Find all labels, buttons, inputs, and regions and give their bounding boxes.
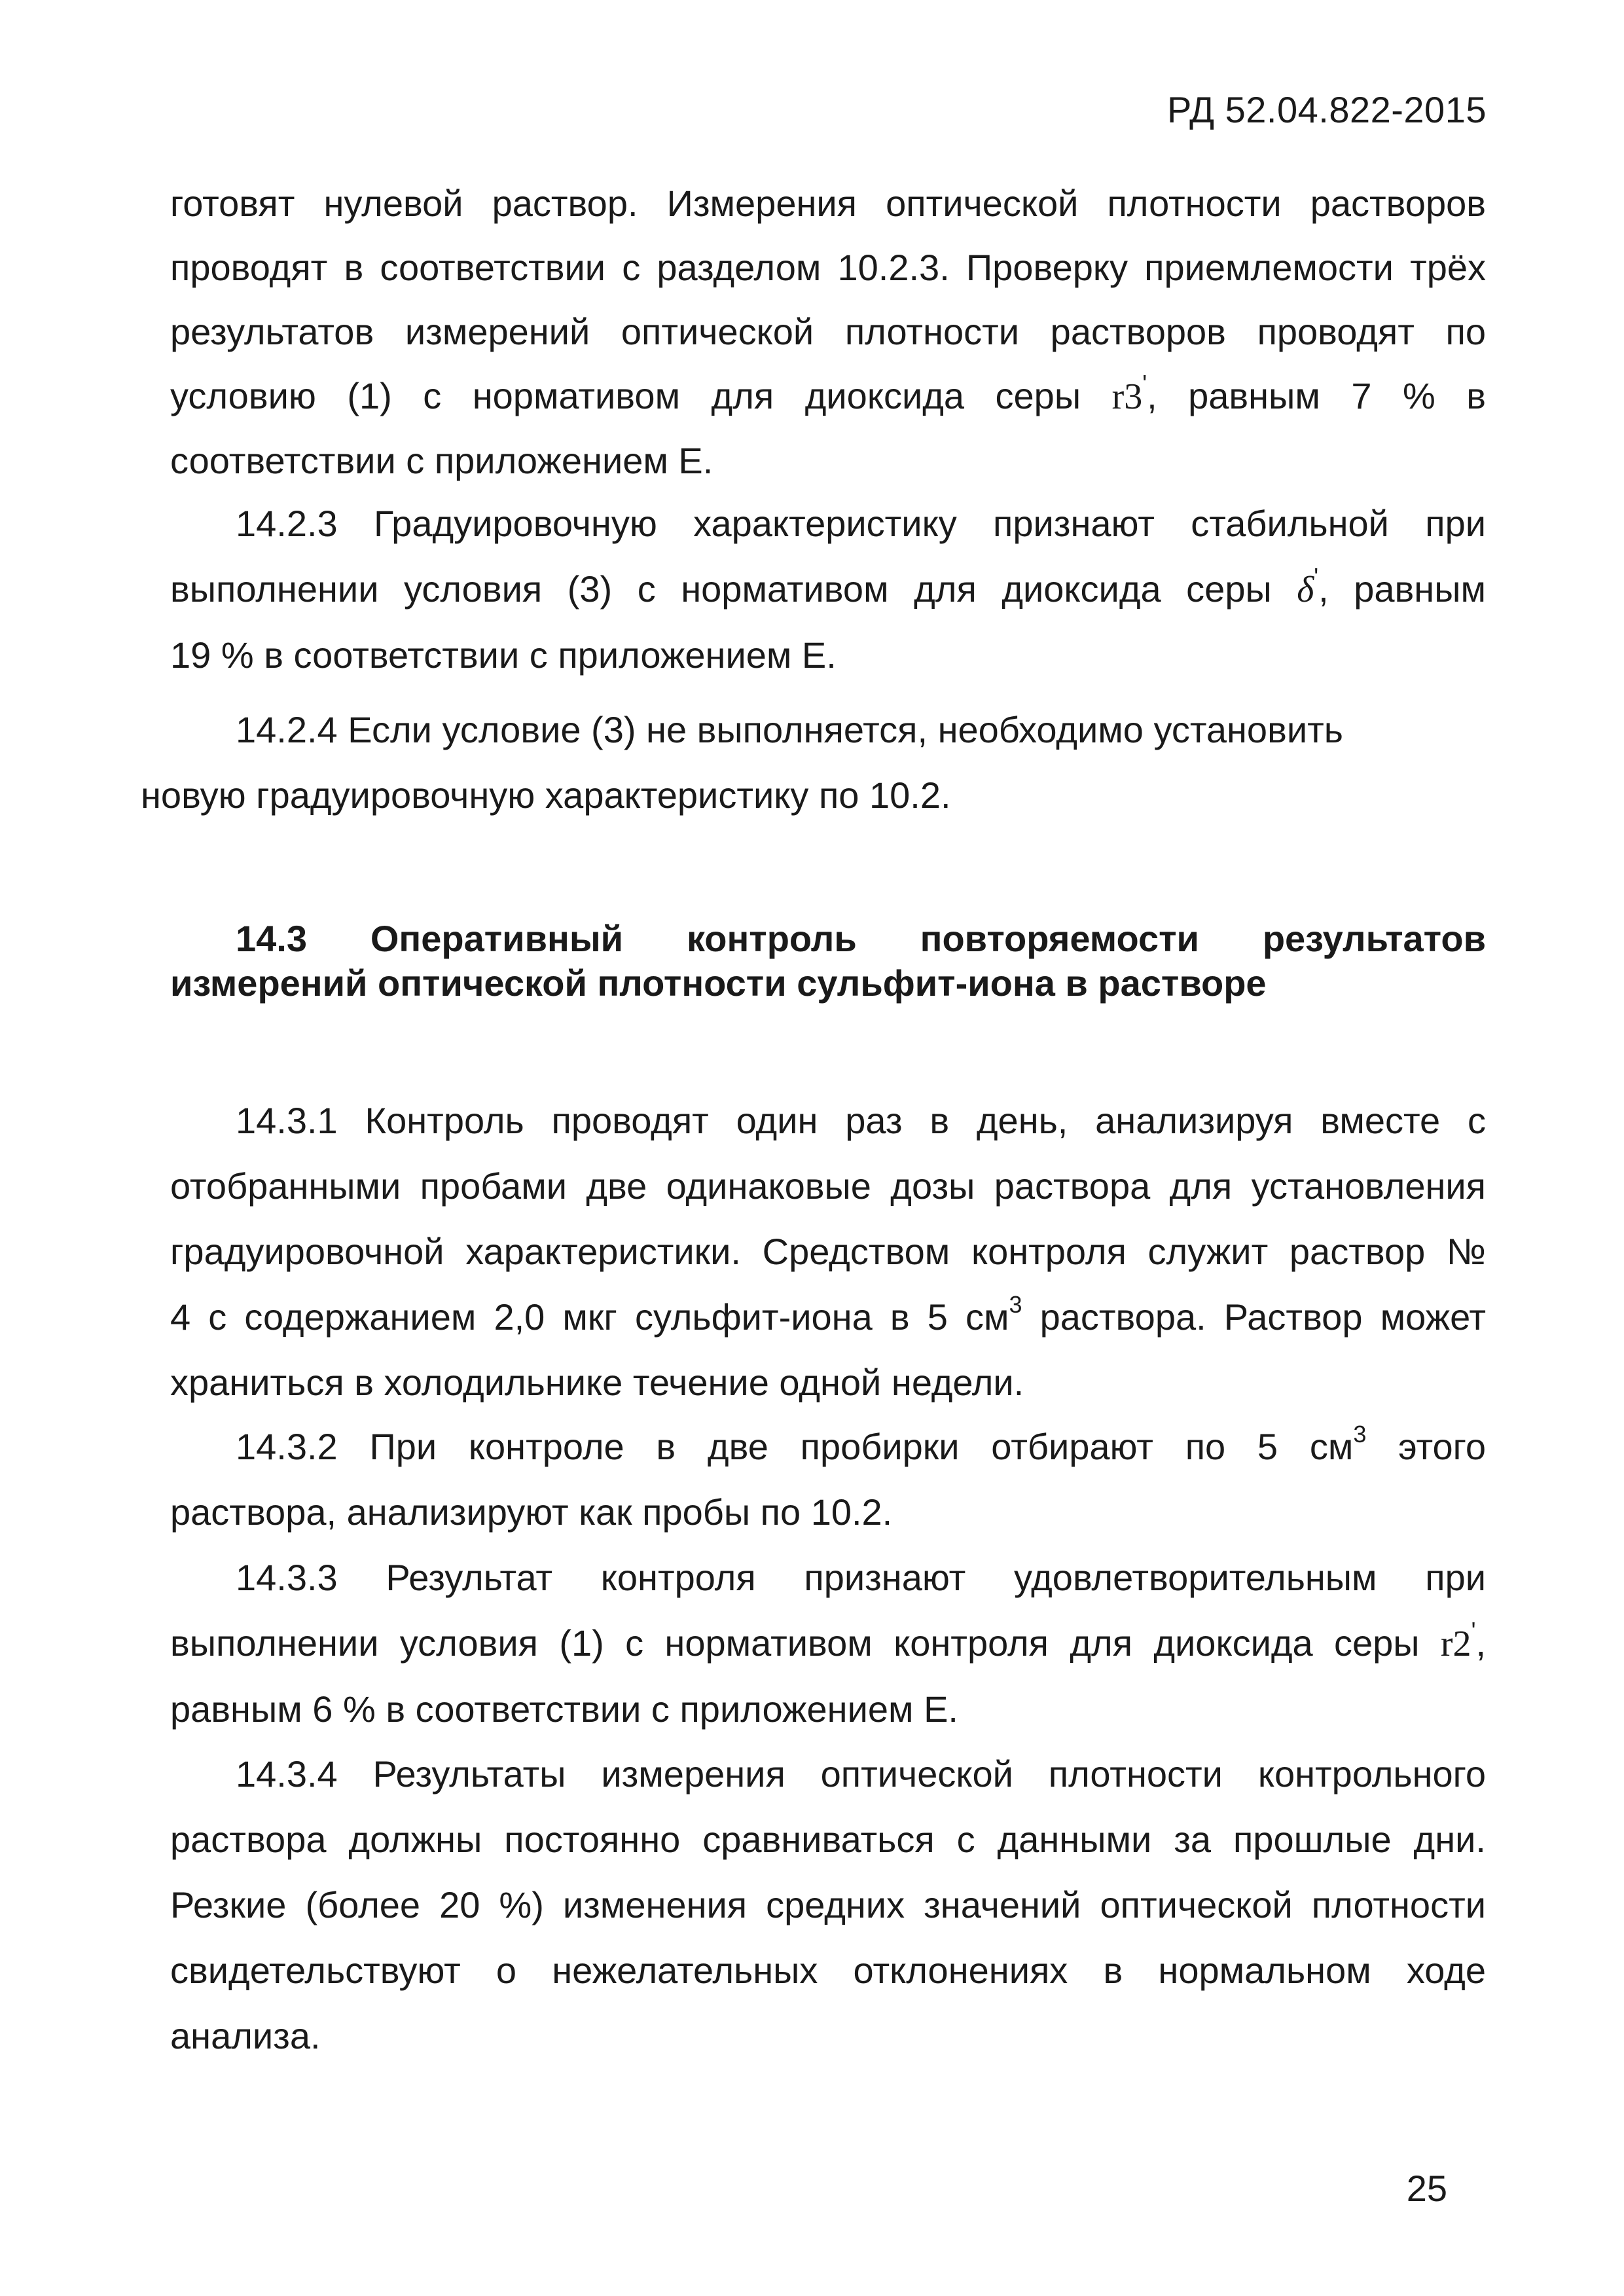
text-line: 14.3.4 Результаты измерения оптической плотности контрольного	[236, 1753, 1486, 1795]
section-heading-14-3	[170, 917, 1486, 1006]
document-code: РД 52.04.822-2015	[1167, 89, 1487, 130]
text-segment: 14.3.2 При контроле в две пробирки отбирают по 5 см	[236, 1426, 1354, 1467]
text-line: Резкие (более 20 %) изменения средних значений оптической плотности	[170, 1884, 1486, 1925]
text-line: анализа.	[170, 2015, 321, 2056]
text-segment: ,	[1475, 1622, 1486, 1664]
paragraph-14-3-3	[170, 1545, 1486, 1742]
text-segment: 4 с содержанием 2,0 мкг сульфит-иона в 5 см	[170, 1296, 1009, 1338]
paragraph-14-3-2	[170, 1414, 1486, 1545]
text-segment: выполнении условия (1) с нормативом контроля для диоксида серы	[170, 1622, 1441, 1664]
text-line: свидетельствуют о нежелательных отклонениях в нормальном ходе	[170, 1950, 1486, 1991]
text-line: 14.3.3 Результат контроля признают удовлетворительным при	[236, 1557, 1486, 1598]
text-line: соответствии с приложением Е.	[170, 440, 713, 481]
superscript-3: 3	[1009, 1291, 1022, 1319]
text-line: градуировочной характеристики. Средством контроля служит раствор №	[170, 1231, 1486, 1272]
text-segment: раствора. Раствор может	[1022, 1296, 1486, 1338]
text-line: результатов измерений оптической плотности растворов проводят по	[170, 311, 1486, 352]
text-line: храниться в холодильнике течение одной недели.	[170, 1362, 1024, 1403]
text-line	[170, 556, 1486, 623]
text-line	[170, 1285, 1486, 1350]
text-segment: этого	[1366, 1426, 1487, 1467]
symbol-delta: δ	[1297, 570, 1314, 610]
symbol-r3: r3	[1111, 376, 1143, 417]
symbol-r2: r2	[1440, 1624, 1471, 1664]
text-line: новую градуировочную характеристику по 10.2.	[141, 774, 951, 816]
text-segment: , равным	[1318, 568, 1486, 610]
paragraph-14-2-4	[141, 697, 1486, 828]
text-line: раствора, анализируют как пробы по 10.2.	[170, 1491, 893, 1533]
text-line: отобранными пробами две одинаковые дозы раствора для установления	[170, 1165, 1486, 1207]
text-line: раствора должны постоянно сравниваться с данными за прошлые дни.	[170, 1819, 1486, 1860]
text-line: 14.2.4 Если условие (3) не выполняется, необходимо установить	[236, 709, 1343, 750]
heading-line: измерений оптической плотности сульфит-иона в растворе	[170, 962, 1267, 1004]
prime-mark: '	[1142, 370, 1147, 397]
paragraph-14-2-3	[170, 491, 1486, 688]
text-line	[170, 364, 1486, 429]
text-segment: условию (1) с нормативом для диоксида серы	[170, 375, 1112, 416]
text-line: проводят в соответствии с разделом 10.2.3. Проверку приемлемости трёх	[170, 247, 1486, 288]
page-number: 25	[1406, 2168, 1447, 2209]
text-line: 19 % в соответствии с приложением Е.	[170, 634, 837, 676]
paragraph-continuation	[170, 172, 1486, 493]
text-line: 14.3.1 Контроль проводят один раз в день, анализируя вместе с	[236, 1100, 1486, 1141]
text-line	[170, 1414, 1486, 1480]
prime-mark: '	[1314, 563, 1319, 591]
text-segment: выполнении условия (3) с нормативом для диоксида серы	[170, 568, 1297, 610]
superscript-3: 3	[1353, 1421, 1367, 1448]
text-segment: , равным 7 % в	[1147, 375, 1486, 416]
text-line: 14.2.3 Градуировочную характеристику признают стабильной при	[236, 503, 1486, 544]
paragraph-14-3-1	[170, 1088, 1486, 1415]
paragraph-14-3-4	[170, 1741, 1486, 2069]
text-line: готовят нулевой раствор. Измерения оптической плотности растворов	[170, 183, 1486, 224]
text-line: равным 6 % в соответствии с приложением Е.	[170, 1688, 958, 1730]
heading-line: 14.3 Оперативный контроль повторяемости результатов	[236, 918, 1486, 959]
prime-mark: '	[1471, 1617, 1476, 1645]
text-line	[170, 1611, 1486, 1677]
